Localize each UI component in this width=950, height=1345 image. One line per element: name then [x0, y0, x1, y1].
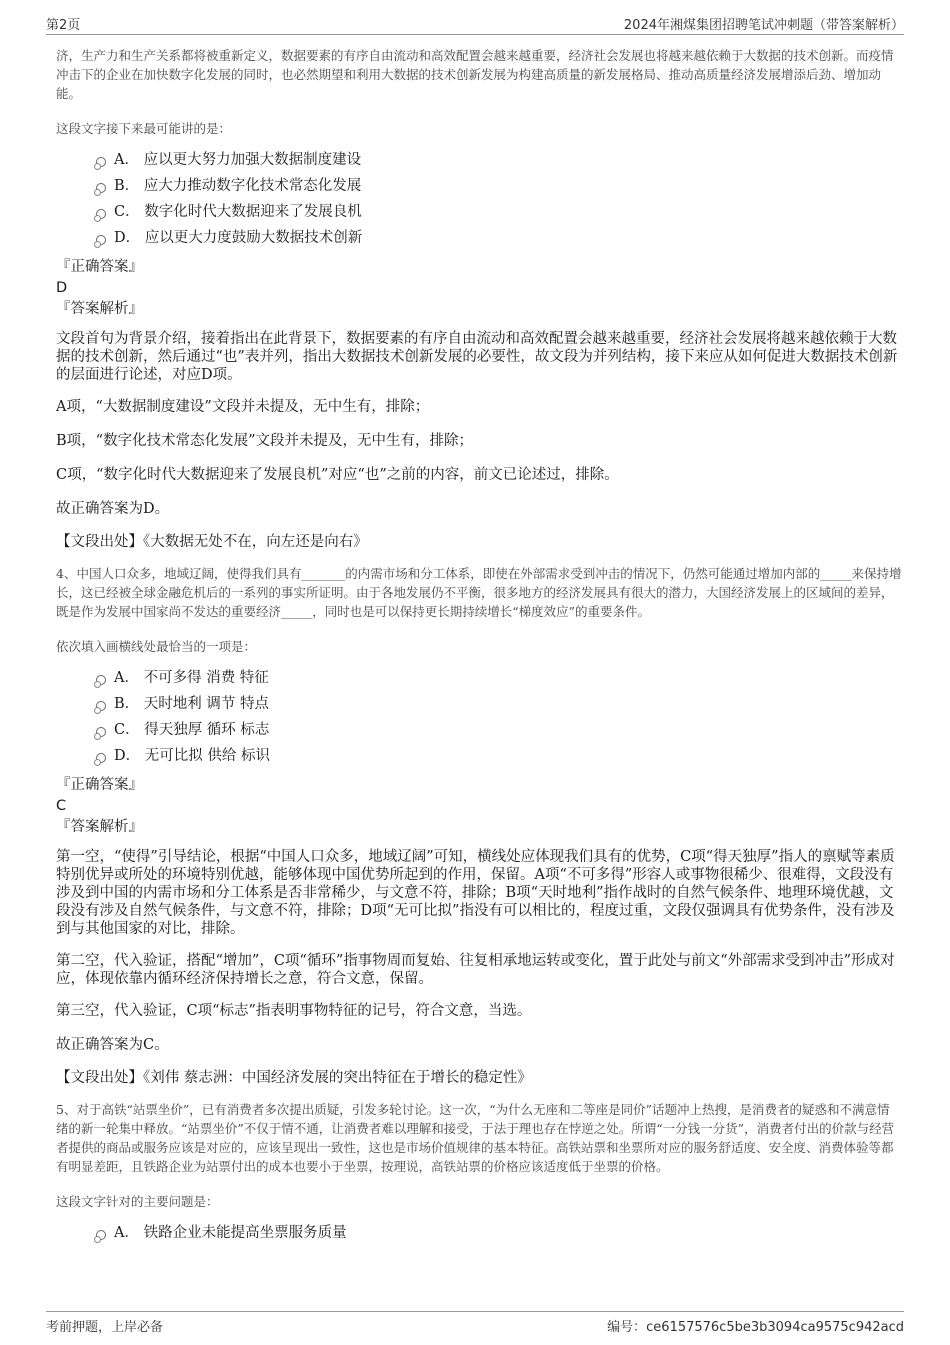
radio-icon[interactable]	[96, 701, 106, 711]
q3-option-c[interactable]: C． 数字化时代大数据迎来了发展良机	[56, 199, 902, 225]
q4-prompt: 依次填入画横线处最恰当的一项是：	[56, 639, 257, 654]
page-header	[46, 10, 904, 35]
q4-option-a[interactable]: A． 不可多得 消费 特征	[56, 665, 902, 691]
q4-source: 【文段出处】《刘伟 蔡志洲：中国经济发展的突出特征在于增长的稳定性》	[56, 1070, 532, 1086]
q5-stem: 5、对于高铁“站票坐价”，已有消费者多次提出质疑，引发多轮讨论。这一次，“为什么无座和二等座是同价”话题冲上热搜，是消费者的疑惑和不满意情绪的新一轮集中释放。“站票坐价”不仅于情不通，让消费者难以理解和接受，于法于理也存在悖逆之处。所谓“一分钱一分货”，消费者付出的价款与经营者提供的商品或服务应该是对应的，应该呈现出一致性，这也是市场价值规律的基本特征。高铁站票和坐票所对应的服务舒适度、安全度、消费体验等都有明显差距，且铁路企业为站票付出的成本也要小于坐票，按理说，高铁站票的价格应该适度低于坐票的价格。	[56, 1102, 895, 1174]
document-code: 编号：ce6157576c5be3b3094ca9575c942acd	[607, 1320, 904, 1335]
page-number: 第2页	[46, 18, 81, 33]
q3-analysis-label: 『答案解析』	[56, 301, 143, 317]
radio-icon[interactable]	[96, 235, 106, 245]
q4-analysis-blank2: 第二空，代入验证，搭配“增加”，C项“循环”指事物周而复始、往复相承地运转或变化，置于此处与前文“外部需求受到冲击”形成对应，体现依靠内循环经济保持增长之意，符合文意，保留。	[56, 953, 895, 987]
q3-option-d[interactable]: D． 应以更大力度鼓励大数据技术创新	[56, 225, 902, 251]
page-footer	[46, 1311, 904, 1336]
q4-option-b[interactable]: B． 天时地利 调节 特点	[56, 691, 902, 717]
q5-options	[56, 1220, 902, 1246]
q4-analysis-label: 『答案解析』	[56, 819, 143, 835]
q3-options	[56, 147, 902, 251]
page-content	[56, 46, 902, 1246]
radio-icon[interactable]	[96, 753, 106, 763]
q3-source: 【文段出处】《大数据无处不在，向左还是向右》	[56, 534, 368, 550]
q4-answer: C	[56, 798, 67, 814]
radio-icon[interactable]	[96, 675, 106, 685]
q4-option-c[interactable]: C． 得天独厚 循环 标志	[56, 717, 902, 743]
q3-option-b[interactable]: B． 应大力推动数字化技术常态化发展	[56, 173, 902, 199]
document-title: 2024年湘煤集团招聘笔试冲刺题（带答案解析）	[623, 18, 904, 33]
radio-icon[interactable]	[96, 183, 106, 193]
q4-analysis-blank1: 第一空，“使得”引导结论，根据“中国人口众多，地域辽阔”可知，横线处应体现我们具有的优势，C项“得天独厚”指人的禀赋等素质特别优异或所处的环境特别优越，能够体现中国优势所起到的作用，保留。A项“不可多得”形容人或事物很稀少、很难得，文段没有涉及到中国的内需市场和分工体系是否非常稀少，与文意不符，排除；B项“天时地利”指作战时的自然气候条件、地理环境优越，文段没有涉及自然气候条件，与文意不符，排除；D项“无可比拟”指没有可以相比的，程度过重，文段仅强调具有优势条件，没有涉及到与其他国家的对比，排除。	[56, 849, 895, 937]
q3-conclusion: 故正确答案为D。	[56, 501, 170, 517]
q3-passage: 济，生产力和生产关系都将被重新定义，数据要素的有序自由流动和高效配置会越来越重要，经济社会发展也将越来越依赖于大数据的技术创新。而疫情冲击下的企业在加快数字化发展的同时，也必然期望和利用大数据的技术创新发展为构建高质量的新发展格局、推动高质量经济发展增添后劲、增加动能。	[56, 48, 894, 101]
q3-analysis-b: B项，“数字化技术常态化发展”文段并未提及，无中生有，排除；	[56, 433, 473, 449]
footer-slogan: 考前押题，上岸必备	[46, 1320, 164, 1335]
q4-option-d[interactable]: D． 无可比拟 供给 标识	[56, 743, 902, 769]
q4-answer-label: 『正确答案』	[56, 777, 143, 793]
q3-prompt: 这段文字接下来最可能讲的是：	[56, 121, 232, 136]
q5-prompt: 这段文字针对的主要问题是：	[56, 1194, 219, 1209]
radio-icon[interactable]	[96, 157, 106, 167]
q4-options	[56, 665, 902, 769]
radio-icon[interactable]	[96, 209, 106, 219]
q3-answer-label: 『正确答案』	[56, 259, 143, 275]
radio-icon[interactable]	[96, 1230, 106, 1240]
q4-conclusion: 故正确答案为C。	[56, 1037, 169, 1053]
q3-answer: D	[56, 280, 68, 296]
q3-option-a[interactable]: A． 应以更大努力加强大数据制度建设	[56, 147, 902, 173]
q5-option-a[interactable]: A． 铁路企业未能提高坐票服务质量	[56, 1220, 902, 1246]
q4-analysis-blank3: 第三空，代入验证，C项“标志”指表明事物特征的记号，符合文意，当选。	[56, 1003, 532, 1019]
radio-icon[interactable]	[96, 727, 106, 737]
q3-analysis-main: 文段首句为背景介绍，接着指出在此背景下，数据要素的有序自由流动和高效配置会越来越重要，经济社会发展将越来越依赖于大数据的技术创新，然后通过“也”表并列，指出大数据技术创新发展的必要性，故文段为并列结构，接下来应从如何促进大数据技术创新的层面进行论述，对应D项。	[56, 331, 898, 383]
q3-analysis-c: C项，“数字化时代大数据迎来了发展良机”对应“也”之前的内容，前文已论述过，排除。	[56, 467, 619, 483]
q4-stem: 4、中国人口众多，地域辽阔，使得我们具有_______的内需市场和分工体系，即使在外部需求受到冲击的情况下，仍然可能通过增加内部的_____来保持增长，这已经被全球金融危机后的一系列的事实所证明。由于各地发展仍不平衡，很多地方的经济发展具有很大的潜力，大国经济发展上的区域间的差异，既是作为发展中国家尚不发达的重要经济_____，同时也是可以保持更长期持续增长“梯度效应”的重要条件。	[56, 566, 902, 619]
q3-analysis-a: A项，“大数据制度建设”文段并未提及，无中生有，排除；	[56, 399, 430, 415]
